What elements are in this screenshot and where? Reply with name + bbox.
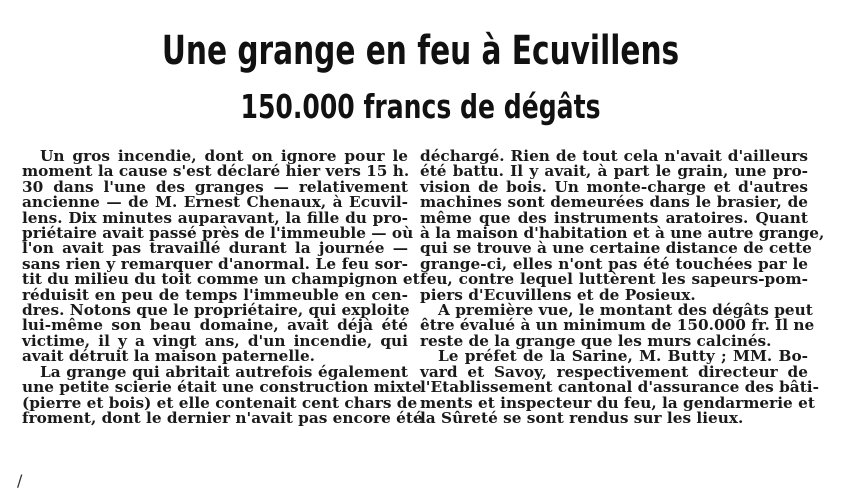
text-line: 30 dans l'une des granges — relativement xyxy=(22,177,408,196)
text-line: (pierre et bois) et elle contenait cent chars de xyxy=(22,393,418,412)
text-line: priétaire avait passé près de l'immeuble — où xyxy=(22,224,414,243)
text-line: froment, dont le dernier n'avait pas encore été xyxy=(22,408,423,427)
article-column-left xyxy=(22,147,423,427)
text-line: moment la cause s'est déclaré hier vers 15 h. xyxy=(22,162,410,181)
text-line: victime, il y a vingt ans, d'un incendie, qui xyxy=(22,331,408,350)
text-line: la Sûreté se sont rendus sur les lieux. xyxy=(420,408,744,427)
text-line: feu, contre lequel luttèrent les sapeurs-pom- xyxy=(420,270,808,289)
text-line: A première vue, le montant des dégâts peut xyxy=(438,301,813,320)
text-line: avait détruit la maison paternelle. xyxy=(22,347,316,366)
text-line: réduisit en peu de temps l'immeuble en cen- xyxy=(22,285,408,304)
corner-mark: / xyxy=(17,471,23,490)
text-line: La grange qui abritait autrefois également xyxy=(40,362,408,381)
text-line: une petite scierie était une construction mixte xyxy=(22,378,422,397)
text-line: même que des instruments aratoires. Quant xyxy=(420,208,808,227)
text-line: piers d'Ecuvillens et de Posieux. xyxy=(420,285,696,304)
text-line: dres. Notons que le propriétaire, qui exploite xyxy=(22,301,410,320)
text-line: Un gros incendie, dont on ignore pour le xyxy=(40,147,408,165)
text-line: lui-même son beau domaine, avait déjà été xyxy=(22,316,408,335)
text-line: sans rien y remarquer d'anormal. Le feu sor- xyxy=(22,254,408,273)
text-line: vision de bois. Un monte-charge et d'autres xyxy=(420,177,808,196)
text-line: l'Etablissement cantonal d'assurance des bâti- xyxy=(420,378,819,397)
text-line: ments et inspecteur du feu, la gendarmerie et xyxy=(420,393,815,412)
text-line: vard et Savoy, respectivement directeur de xyxy=(420,362,808,381)
text-line: grange-ci, elles n'ont pas été touchées par le xyxy=(420,254,808,273)
text-line: qui se trouve à une certaine distance de cette xyxy=(420,239,812,258)
text-line: être évalué à un minimum de 150.000 fr. Il ne xyxy=(420,316,815,335)
text-line: été battu. Il y avait, à part le grain, une pro- xyxy=(420,162,808,181)
text-line: l'on avait pas travaillé durant la journée — xyxy=(22,239,408,258)
text-line: lens. Dix minutes auparavant, la fille du pro- xyxy=(22,208,408,227)
text-line: tit du milieu du toit comme un champignon et xyxy=(22,270,420,289)
text-line: machines sont demeurées dans le brasier, de xyxy=(420,193,808,212)
text-line: ancienne — de M. Ernest Chenaux, à Ecuvil- xyxy=(22,193,408,212)
text-line: Le préfet de la Sarine, M. Butty ; MM. Bo- xyxy=(438,347,808,366)
headline: Une grange en feu à Ecuvillens xyxy=(161,28,680,74)
text-line: déchargé. Rien de tout cela n'avait d'ailleurs xyxy=(420,147,808,165)
text-line: à la maison d'habitation et à une autre grange, xyxy=(420,224,825,243)
article-column-right xyxy=(420,147,825,427)
text-line: reste de la grange que les murs calcinés. xyxy=(420,331,772,350)
subheadline: 150.000 francs de dégâts xyxy=(240,87,601,126)
